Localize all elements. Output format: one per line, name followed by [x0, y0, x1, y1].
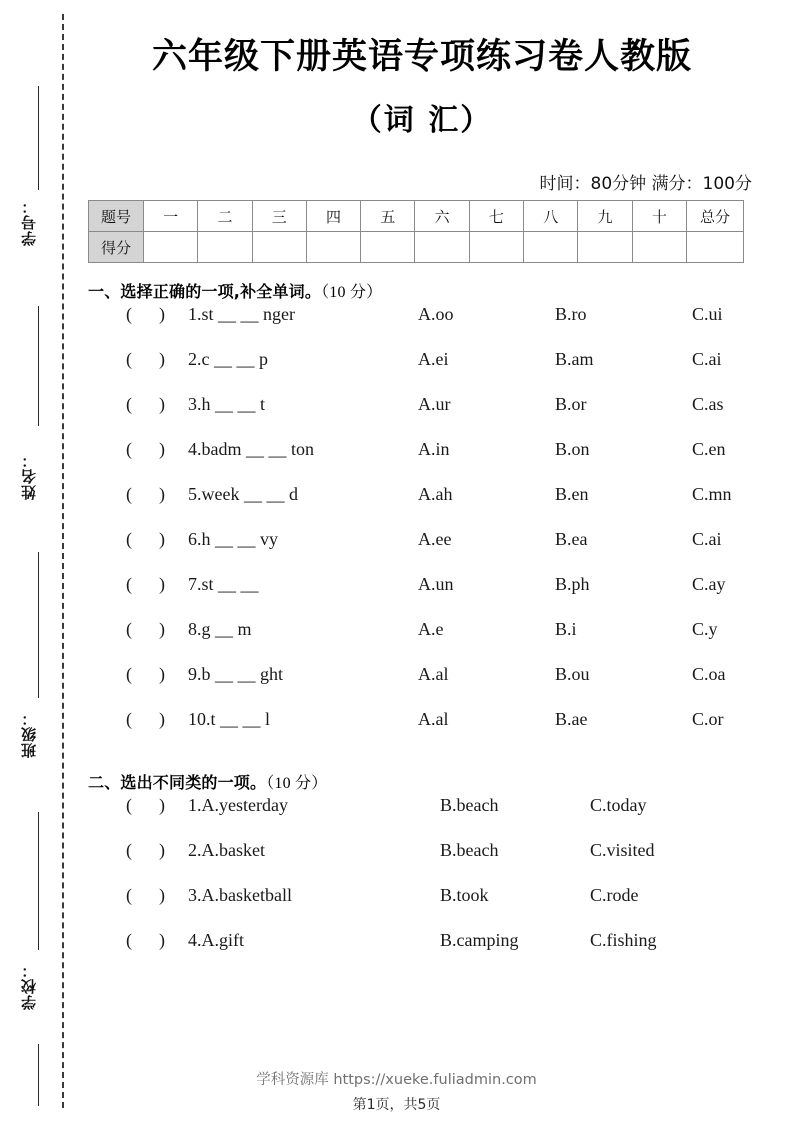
site-watermark: 学科资源库 https://xueke.fuliadmin.com: [256, 1072, 537, 1088]
score-cell-9[interactable]: [578, 232, 632, 263]
table-row-question-numbers: [89, 201, 744, 232]
section-1-title: 一、选择正确的一项,补全单词。: [88, 282, 322, 301]
question-stem[interactable]: 2.A.basket: [188, 840, 265, 860]
option-b[interactable]: B.beach: [440, 795, 499, 815]
option-c[interactable]: C.fishing: [590, 930, 657, 950]
question-stem: 4.badm __ __ ton: [188, 439, 314, 459]
option-b[interactable]: B.ou: [555, 664, 590, 684]
section-1-points: （10 分）: [321, 284, 383, 301]
option-c[interactable]: C.visited: [590, 840, 655, 860]
answer-bracket[interactable]: ( ): [126, 304, 165, 324]
option-c[interactable]: C.ay: [692, 574, 726, 594]
question-row[interactable]: [88, 349, 756, 394]
answer-bracket[interactable]: ( ): [126, 664, 165, 684]
margin-rule-segment: [38, 306, 39, 426]
question-row[interactable]: [88, 930, 756, 975]
question-stem: 7.st __ __: [188, 574, 259, 594]
score-table-col-3: 三: [252, 201, 306, 232]
option-b[interactable]: B.beach: [440, 840, 499, 860]
question-row[interactable]: [88, 795, 756, 840]
option-a[interactable]: A.ei: [418, 349, 449, 369]
option-a[interactable]: A.al: [418, 709, 449, 729]
answer-bracket[interactable]: ( ): [126, 439, 165, 459]
score-table-col-total: 总分: [687, 201, 744, 232]
option-b[interactable]: B.am: [555, 349, 594, 369]
score-table-rowhead-score: 得分: [89, 232, 144, 263]
score-cell-5[interactable]: [361, 232, 415, 263]
option-c[interactable]: C.en: [692, 439, 726, 459]
margin-rule-segment: [38, 86, 39, 190]
page-subtitle: （词 汇）: [351, 103, 493, 138]
option-b[interactable]: B.camping: [440, 930, 519, 950]
option-c[interactable]: C.oa: [692, 664, 726, 684]
answer-bracket[interactable]: ( ): [126, 574, 165, 594]
question-row[interactable]: [88, 574, 756, 619]
question-stem: 10.t __ __ l: [188, 709, 271, 729]
option-c[interactable]: C.mn: [692, 484, 732, 504]
sidebar-label-class: 班级：: [20, 710, 38, 758]
section-2-points: （10 分）: [266, 775, 328, 792]
question-row[interactable]: [88, 394, 756, 439]
answer-bracket[interactable]: ( ): [126, 885, 165, 905]
answer-bracket[interactable]: ( ): [126, 840, 165, 860]
question-stem: 5.week __ __ d: [188, 484, 298, 504]
answer-bracket[interactable]: ( ): [126, 795, 165, 815]
answer-bracket[interactable]: ( ): [126, 349, 165, 369]
score-table-col-6: 六: [415, 201, 469, 232]
score-cell-4[interactable]: [306, 232, 360, 263]
section-heading-1: [88, 279, 756, 302]
question-row[interactable]: [88, 484, 756, 529]
option-b[interactable]: B.took: [440, 885, 489, 905]
score-table-col-4: 四: [306, 201, 360, 232]
option-c[interactable]: C.y: [692, 619, 718, 639]
option-c[interactable]: C.today: [590, 795, 647, 815]
question-stem: 3.h __ __ t: [188, 394, 266, 414]
option-c[interactable]: C.ai: [692, 349, 722, 369]
score-cell-7[interactable]: [469, 232, 523, 263]
option-a[interactable]: A.ah: [418, 484, 453, 504]
score-cell-3[interactable]: [252, 232, 306, 263]
answer-bracket[interactable]: ( ): [126, 709, 165, 729]
question-stem[interactable]: 4.A.gift: [188, 930, 244, 950]
score-table-col-1: 一: [144, 201, 198, 232]
score-table-col-7: 七: [469, 201, 523, 232]
option-a[interactable]: A.al: [418, 664, 449, 684]
question-row[interactable]: [88, 709, 756, 754]
page-title: 六年级下册英语专项练习卷人教版: [151, 37, 692, 77]
score-cell-total[interactable]: [687, 232, 744, 263]
option-c[interactable]: C.rode: [590, 885, 639, 905]
page-number: 第1页，共5页: [352, 1097, 441, 1113]
option-a[interactable]: A.in: [418, 439, 450, 459]
option-a[interactable]: A.ur: [418, 394, 451, 414]
section-2-title: 二、选出不同类的一项。: [88, 773, 267, 792]
seal-line-dashed: [62, 14, 64, 1108]
option-b[interactable]: B.or: [555, 394, 587, 414]
score-table-col-2: 二: [198, 201, 252, 232]
question-row[interactable]: [88, 439, 756, 484]
answer-bracket[interactable]: ( ): [126, 484, 165, 504]
score-cell-8[interactable]: [524, 232, 578, 263]
option-a[interactable]: A.oo: [418, 304, 454, 324]
option-b[interactable]: B.i: [555, 619, 577, 639]
answer-bracket[interactable]: ( ): [126, 394, 165, 414]
exam-meta-info: 时间：80分钟 满分：100分: [539, 174, 752, 194]
margin-rule-segment: [38, 552, 39, 698]
question-row[interactable]: [88, 529, 756, 574]
option-a[interactable]: A.ee: [418, 529, 452, 549]
section-heading-2: [88, 770, 756, 793]
answer-bracket[interactable]: ( ): [126, 529, 165, 549]
question-stem[interactable]: 3.A.basketball: [188, 885, 292, 905]
question-stem: 1.st __ __ nger: [188, 304, 295, 324]
sidebar-label-school: 学校：: [20, 962, 38, 1010]
score-cell-1[interactable]: [144, 232, 198, 263]
question-stem: 9.b __ __ ght: [188, 664, 284, 684]
score-cell-10[interactable]: [632, 232, 686, 263]
score-cell-6[interactable]: [415, 232, 469, 263]
option-b[interactable]: B.ea: [555, 529, 588, 549]
option-b[interactable]: B.on: [555, 439, 590, 459]
score-cell-2[interactable]: [198, 232, 252, 263]
score-table: [88, 200, 744, 263]
score-table-rowhead-question: 题号: [89, 201, 144, 232]
sidebar-label-student-id: 学号：: [20, 198, 38, 246]
exam-page: [88, 0, 756, 1122]
score-table-col-9: 九: [578, 201, 632, 232]
sidebar-label-student-name: 姓名：: [20, 452, 38, 500]
question-stem: 8.g __ m: [188, 619, 252, 639]
question-row[interactable]: [88, 619, 756, 664]
option-a[interactable]: A.e: [418, 619, 444, 639]
score-table-col-10: 十: [632, 201, 686, 232]
question-stem[interactable]: 1.A.yesterday: [188, 795, 288, 815]
question-row[interactable]: [88, 885, 756, 930]
option-b[interactable]: B.en: [555, 484, 589, 504]
table-row-scores: [89, 232, 744, 263]
option-c[interactable]: C.as: [692, 394, 724, 414]
option-b[interactable]: B.ph: [555, 574, 590, 594]
option-c[interactable]: C.or: [692, 709, 724, 729]
answer-bracket[interactable]: ( ): [126, 930, 165, 950]
option-b[interactable]: B.ae: [555, 709, 588, 729]
score-table-col-5: 五: [361, 201, 415, 232]
option-b[interactable]: B.ro: [555, 304, 587, 324]
question-row[interactable]: [88, 840, 756, 885]
score-table-col-8: 八: [524, 201, 578, 232]
question-stem: 6.h __ __ vy: [188, 529, 278, 549]
answer-bracket[interactable]: ( ): [126, 619, 165, 639]
question-row[interactable]: [88, 304, 756, 349]
option-c[interactable]: C.ui: [692, 304, 723, 324]
option-a[interactable]: A.un: [418, 574, 454, 594]
question-row[interactable]: [88, 664, 756, 709]
question-stem: 2.c __ __ p: [188, 349, 268, 369]
option-c[interactable]: C.ai: [692, 529, 722, 549]
margin-rule-segment: [38, 812, 39, 950]
